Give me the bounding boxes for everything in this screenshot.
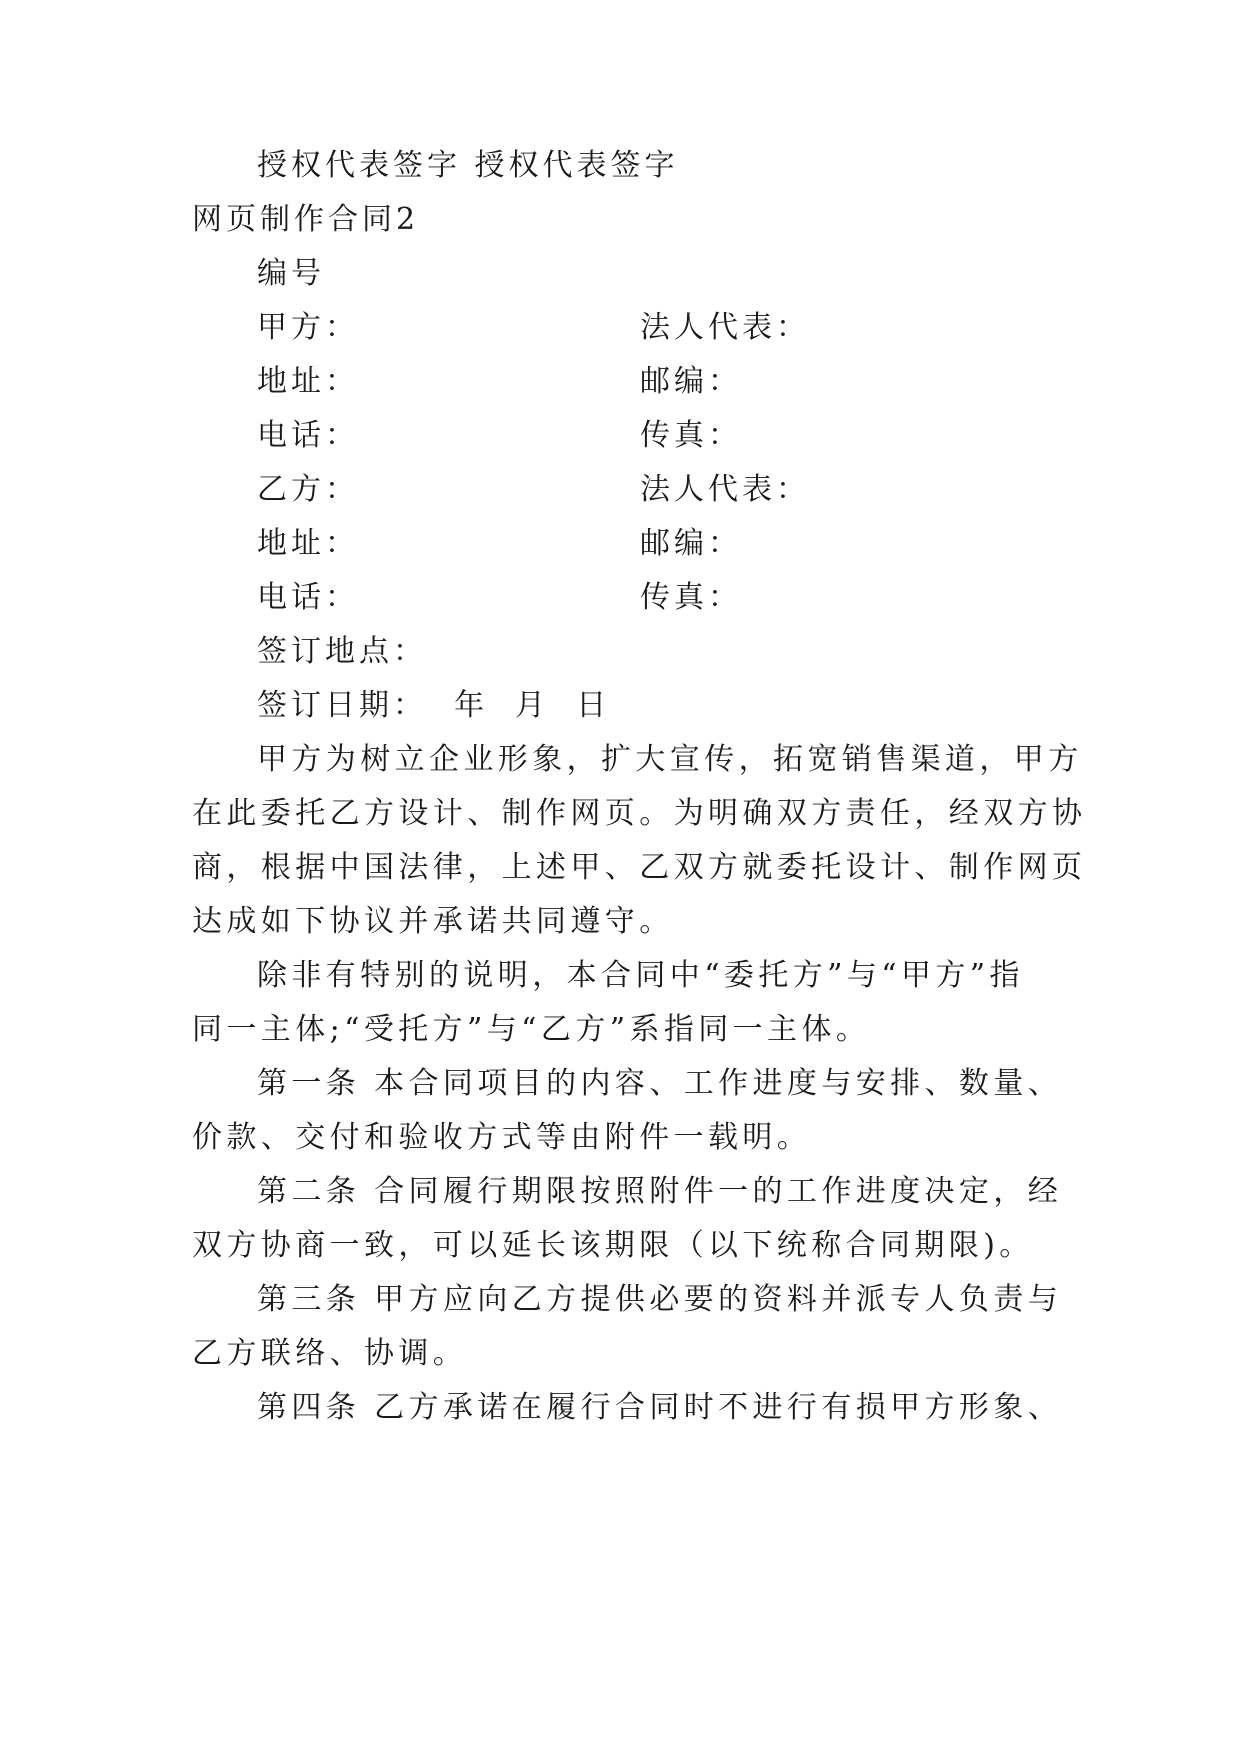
definitions-line: 除非有特别的说明，本合同中“委托方”与“甲方”指 — [257, 958, 1024, 993]
number-label: 编号 — [257, 256, 325, 291]
party-a-postcode-label: 邮编： — [640, 364, 742, 399]
preamble-line: 甲方为树立企业形象，扩大宣传，拓宽销售渠道，甲方 — [257, 742, 1083, 777]
article-2-line: 第二条 合同履行期限按照附件一的工作进度决定，经 — [257, 1174, 1063, 1209]
preamble-line: 在此委托乙方设计、制作网页。为明确双方责任，经双方协 — [192, 796, 1087, 831]
preamble-line: 达成如下协议并承诺共同遵守。 — [192, 904, 674, 939]
preamble-line: 商，根据中国法律，上述甲、乙双方就委托设计、制作网页 — [192, 850, 1087, 885]
party-a-rep-label: 法人代表： — [640, 310, 810, 345]
party-b-address-label: 地址： — [257, 526, 359, 561]
article-3-line: 乙方联络、协调。 — [192, 1336, 468, 1371]
contract-title: 网页制作合同2 — [192, 202, 420, 237]
definitions-line: 同一主体;“受托方”与“乙方”系指同一主体。 — [192, 1012, 871, 1047]
article-1-line: 第一条 本合同项目的内容、工作进度与安排、数量、 — [257, 1066, 1063, 1101]
article-1-line: 价款、交付和验收方式等由附件一载明。 — [192, 1120, 812, 1155]
party-b-fax-label: 传真： — [640, 580, 742, 615]
party-a-fax-label: 传真： — [640, 418, 742, 453]
party-a-address-label: 地址： — [257, 364, 359, 399]
party-b-name-label: 乙方： — [257, 472, 359, 507]
signing-date-label: 签订日期： 年 月 日 — [257, 688, 611, 723]
article-4-line: 第四条 乙方承诺在履行合同时不进行有损甲方形象、 — [257, 1390, 1063, 1425]
party-b-postcode-label: 邮编： — [640, 526, 742, 561]
party-b-phone-label: 电话： — [257, 580, 359, 615]
article-2-line: 双方协商一致，可以延长该期限（以下统称合同期限)。 — [192, 1228, 1034, 1263]
party-b-rep-label: 法人代表： — [640, 472, 810, 507]
article-3-line: 第三条 甲方应向乙方提供必要的资料并派专人负责与 — [257, 1282, 1063, 1317]
party-a-phone-label: 电话： — [257, 418, 359, 453]
signing-place-label: 签订地点： — [257, 634, 427, 669]
signature-line: 授权代表签字 授权代表签字 — [257, 148, 679, 183]
party-a-name-label: 甲方： — [257, 310, 359, 345]
